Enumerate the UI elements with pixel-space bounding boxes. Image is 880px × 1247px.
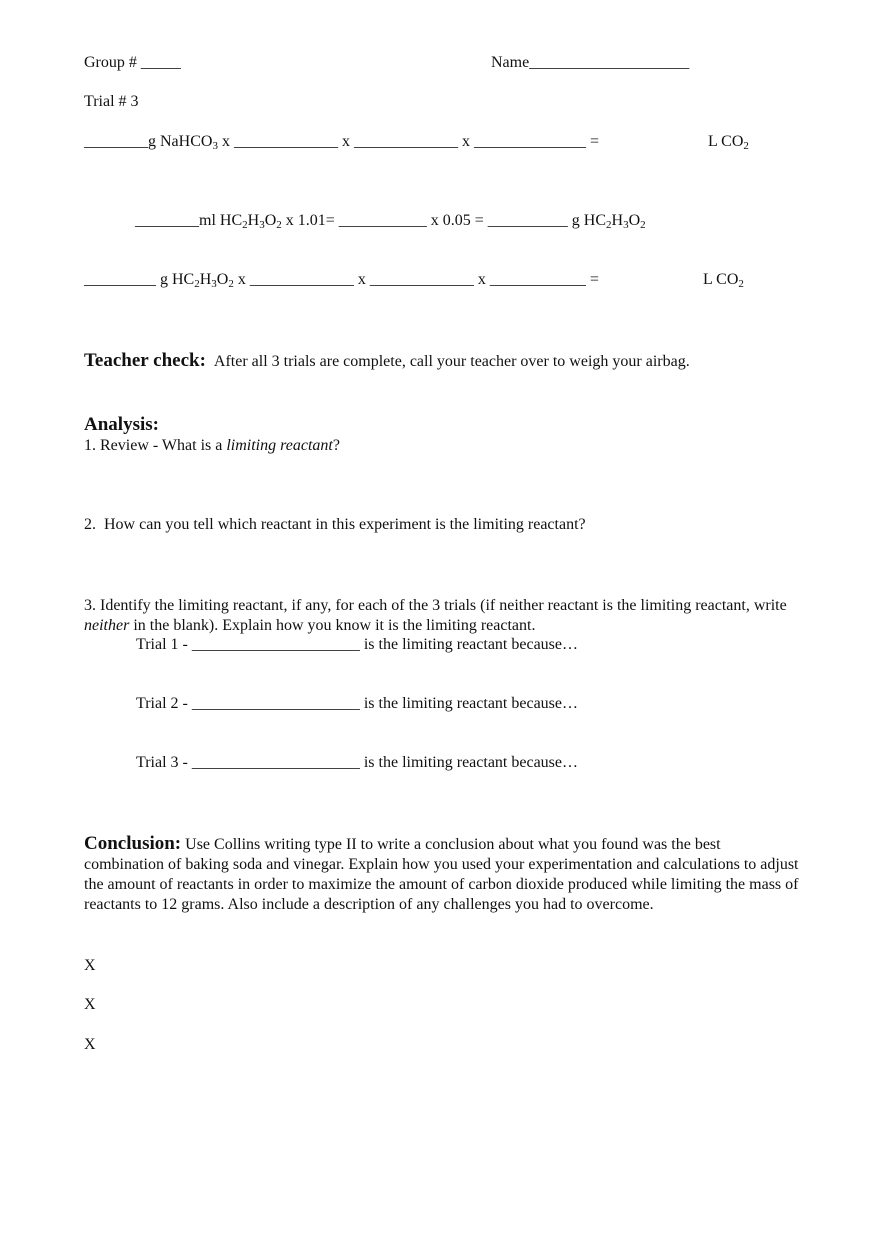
question-2: 2. How can you tell which reactant in this experiment is the limiting reactant?: [84, 516, 586, 533]
answer-mark[interactable]: X: [84, 996, 96, 1013]
question-1: 1. Review - What is a limiting reactant?: [84, 437, 340, 454]
equation-blank[interactable]: ________: [135, 212, 199, 229]
equation-conversion-blanks[interactable]: x _____________ x _____________ x ____________ =: [233, 271, 599, 288]
equation-conversion-blanks[interactable]: x 1.01= ___________ x 0.05 = __________ g HC: [281, 212, 607, 229]
conclusion-paragraph: [84, 834, 804, 915]
trial-label: Trial # 3: [84, 93, 139, 110]
answer-mark[interactable]: X: [84, 957, 96, 974]
teacher-check-text: After all 3 trials are complete, call your teacher over to weigh your airbag.: [213, 353, 690, 370]
equation-blank[interactable]: ________: [84, 133, 148, 150]
equation-unit: g NaHCO: [148, 133, 213, 150]
analysis-heading: Analysis:: [84, 414, 159, 435]
equation-acetic-acid[interactable]: _________ g $HC_2H_3O_2$ x _____________ x _____________ x ____________ =: [84, 271, 599, 290]
trial-3-answer-line[interactable]: Trial 3 - _____________________ is the limiting reactant because…: [136, 754, 579, 771]
question-3: 3. Identify the limiting reactant, if any, for each of the 3 trials (if neither reactant is the limiting reactant, write neither in the blank). Explain how you know it is the limiting reactant.: [84, 597, 787, 634]
equation-conversion-blanks[interactable]: x _____________ x _____________ x ______________ =: [217, 133, 599, 150]
teacher-check-heading: Teacher check:: [84, 350, 206, 371]
name-field[interactable]: Name____________________: [491, 54, 690, 71]
equation-result-co2: L $CO_2$: [708, 133, 749, 152]
trial-1-answer-line[interactable]: Trial 1 - _____________________ is the limiting reactant because…: [136, 636, 579, 653]
trial-2-answer-line[interactable]: Trial 2 - _____________________ is the limiting reactant because…: [136, 695, 579, 712]
teacher-check: [84, 350, 690, 372]
equation-result-co2: L $CO_2$: [703, 271, 744, 290]
equation-blank[interactable]: _________: [84, 271, 156, 288]
conclusion-text: Use Collins writing type II to write a conclusion about what you found was the best combination of baking soda and vinegar. Explain how you used your experimentation and calculations to adjust the amount of reactants in order to maximize the amount of carbon dioxide produced while limiting the mass of reactants to 12 grams. Also include a description of any challenges you had to overcome.: [84, 836, 799, 913]
group-number-field[interactable]: Group # _____: [84, 54, 181, 71]
answer-mark[interactable]: X: [84, 1036, 96, 1053]
conclusion-heading: Conclusion:: [84, 833, 182, 854]
equation-acetic-acid-conversion[interactable]: ________ml $HC_2H_3O_2$ x 1.01= ___________ x 0.05 = __________ g $HC_2H_3O_2$: [135, 212, 646, 231]
equation-nahco3[interactable]: ________g NaHCO$_3$ x _____________ x _____________ x ______________ =: [84, 133, 599, 152]
